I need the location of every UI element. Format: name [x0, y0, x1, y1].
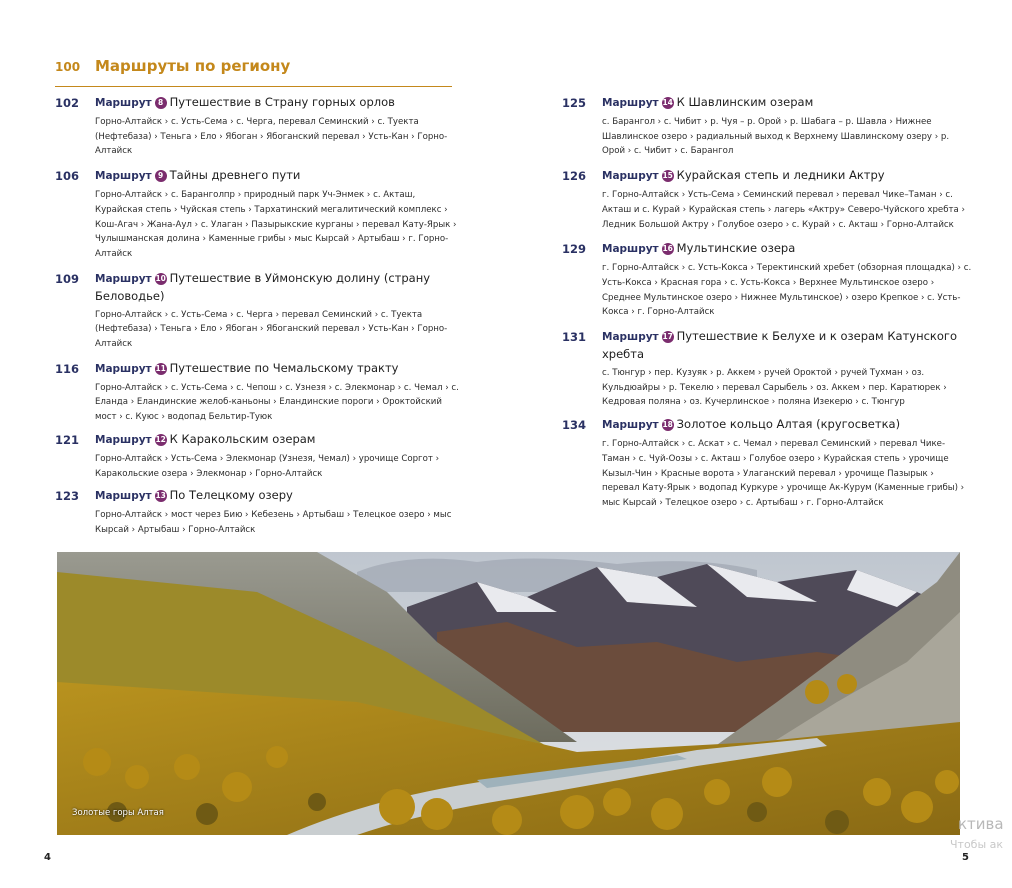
route-number-badge: 15: [662, 171, 673, 181]
route-name: По Телецкому озеру: [169, 488, 293, 503]
routes-right-column: [562, 94, 972, 511]
route-description: Горно-Алтайск › с. Баранголпр › природный парк Уч-Энмек › с. Акташ, Курайская степь › Чуйская степь › Тархатинский мегалитический комплекс › Кош-Агач › Жана-Аул › с. Улаган › Пазырыкские курганы › перевал Кату-Ярык › Чулышманская долина › Каменные грибы › мыс Кырсай › Артыбаш › г. Горно-Алтайск: [95, 190, 457, 259]
route-entry[interactable]: [562, 240, 972, 320]
route-description: Горно-Алтайск › мост через Бию › Кебезень › Артыбаш › Телецкое озеро › мыс Кырсай › Артыбаш › Горно-Алтайск: [95, 510, 452, 535]
route-label: Маршрут: [95, 170, 152, 183]
route-description: Горно-Алтайск › с. Усть-Сема › с. Черга, перевал Семинский › с. Туекта (Нефтебаза) › Теньга › Ело › Ябоган › Ябоганский перевал › Усть-Кан › Горно-Алтайск: [95, 117, 448, 157]
route-number-badge: 18: [662, 420, 673, 430]
page-number-left: 4: [44, 852, 51, 863]
page-number-right: 5: [962, 852, 969, 863]
route-label: Маршрут: [95, 272, 152, 285]
route-number-badge: 16: [662, 244, 673, 254]
route-page-number: 123: [55, 489, 80, 504]
route-name: К Каракольским озерам: [169, 431, 316, 446]
route-page-number: 109: [55, 271, 80, 286]
route-label: Маршрут: [95, 97, 152, 109]
route-label: Маршрут: [95, 490, 152, 503]
route-page-number: 121: [55, 432, 80, 447]
activation-watermark-line1: ктива: [958, 815, 1004, 833]
photo-caption: Золотые горы Алтая: [72, 808, 164, 818]
route-label: Маршрут: [602, 243, 659, 256]
route-entry[interactable]: [55, 167, 465, 262]
route-entry[interactable]: [55, 94, 465, 159]
route-page-number: 126: [562, 169, 587, 184]
route-description: с. Тюнгур › пер. Кузуяк › р. Аккем › ручей Ороктой › ручей Тухман › оз. Кульдюайры › р. Текелю › перевал Сарыбель › оз. Аккем › пер. Каратюрек › Кедровая поляна › оз. Кучерлинское › поляна Изекерю › с. Тюнгур: [602, 368, 947, 408]
route-entry[interactable]: [55, 360, 465, 425]
route-description: Горно-Алтайск › с. Усть-Сема › с. Чепош › с. Узнезя › с. Элекмонар › с. Чемал › с. Еланда › Еландинские желоб-каньоны › Еландинские пороги › Ороктойский мост › с. Куюс › водопад Бельтир-Туюк: [95, 382, 459, 423]
route-name: Путешествие по Чемальскому тракту: [169, 360, 399, 375]
section-header: [55, 57, 290, 75]
route-label: Маршрут: [602, 331, 659, 344]
route-page-number: 106: [55, 169, 80, 184]
activation-watermark-line2: Чтобы ак: [950, 838, 1004, 851]
route-name: Путешествие в Уймонскую долину (страну Беловодье): [95, 270, 431, 303]
route-entry[interactable]: [55, 270, 465, 352]
route-page-number: 102: [55, 96, 80, 110]
route-description: Горно-Алтайск › Усть-Сема › Элекмонар (Узнезя, Чемал) › урочище Соргот › Каракольские озера › Элекмонар › Горно-Алтайск: [95, 453, 440, 479]
routes-left-column: [55, 94, 465, 538]
route-label: Маршрут: [602, 419, 659, 432]
route-label: Маршрут: [602, 97, 659, 109]
mountain-valley-illustration: [57, 552, 960, 835]
landscape-photo: [57, 552, 960, 835]
route-name: Путешествие к Белухе и к озерам Катунского хребта: [602, 329, 957, 362]
route-number-badge: 9: [155, 170, 167, 182]
route-number-badge: 11: [155, 363, 166, 373]
route-label: Маршрут: [602, 170, 659, 183]
route-label: Маршрут: [95, 362, 152, 375]
route-name: Мультинские озера: [676, 241, 796, 256]
route-page-number: 129: [562, 242, 587, 257]
route-description: Горно-Алтайск › с. Усть-Сема › с. Черга › перевал Семинский › с. Туекта (Нефтебаза) › Теньга › Ело › Ябоган › Ябоганский перевал › Усть-Кан › Горно-Алтайск: [95, 309, 448, 350]
route-name: Курайская степь и ледники Актру: [676, 168, 885, 183]
route-entry[interactable]: [562, 416, 972, 511]
route-description: г. Горно-Алтайск › с. Аскат › с. Чемал › перевал Семинский › перевал Чике-Таман › с. Чуй-Оозы › с. Акташ › Голубое озеро › Курайская степь › урочище Кызыл-Чин › Красные ворота › Улаганский перевал › урочище Пазырык › перевал Кату-Ярык › водопад Куркуре › урочище Ак-Курум (Каменные грибы) › мыс Кырсай › Телецкое озеро › с. Артыбаш › г. Горно-Алтайск: [602, 439, 965, 508]
header-divider: [55, 86, 452, 87]
section-page-number: 100: [55, 60, 81, 74]
route-name: Путешествие в Страну горных орлов: [169, 95, 395, 109]
route-entry[interactable]: [562, 328, 972, 410]
route-entry[interactable]: [55, 487, 465, 537]
route-description: г. Горно-Алтайск › Усть-Сема › Семинский перевал › перевал Чике–Таман › с. Акташ и с. Курай › Курайская степь › лагерь «Актру» Северо-Чуйского хребта › Ледник Большой Актру › Голубое озеро › с. Курай › с. Акташ › Горно-Алтайск: [602, 190, 965, 230]
route-label: Маршрут: [95, 433, 152, 446]
route-entry[interactable]: [562, 94, 972, 159]
route-name: К Шавлинским озерам: [676, 95, 814, 109]
route-page-number: 131: [562, 330, 587, 345]
route-name: Тайны древнего пути: [169, 168, 301, 183]
section-title: Маршруты по региону: [95, 57, 291, 75]
route-description: г. Горно-Алтайск › с. Усть-Кокса › Теректинский хребет (обзорная площадка) › с. Усть-Кокса › Красная гора › с. Усть-Кокса › Верхнее Мультинское озеро › Среднее Мультинское озеро › Нижнее Мультинское) › озеро Крепкое › с. Усть-Кокса › г. Горно-Алтайск: [602, 263, 972, 318]
route-page-number: 134: [562, 418, 587, 433]
route-number-badge: 12: [155, 434, 166, 444]
route-description: с. Барангол › с. Чибит › р. Чуя – р. Орой › р. Шабага – р. Шавла › Нижнее Шавлинское озеро › радиальный выход к Верхнему Шавлинскому озеру › р. Орой › с. Чибит › с. Барангол: [602, 117, 950, 157]
route-number-badge: 10: [155, 273, 166, 283]
route-entry[interactable]: [55, 431, 465, 481]
route-entry[interactable]: [562, 167, 972, 232]
route-number-badge: 17: [662, 332, 673, 342]
route-number-badge: 13: [155, 491, 166, 501]
route-page-number: 116: [55, 361, 80, 376]
route-name: Золотое кольцо Алтая (кругосветка): [676, 417, 901, 432]
route-page-number: 125: [562, 96, 587, 110]
route-number-badge: 8: [155, 97, 167, 109]
route-number-badge: 14: [662, 98, 673, 107]
